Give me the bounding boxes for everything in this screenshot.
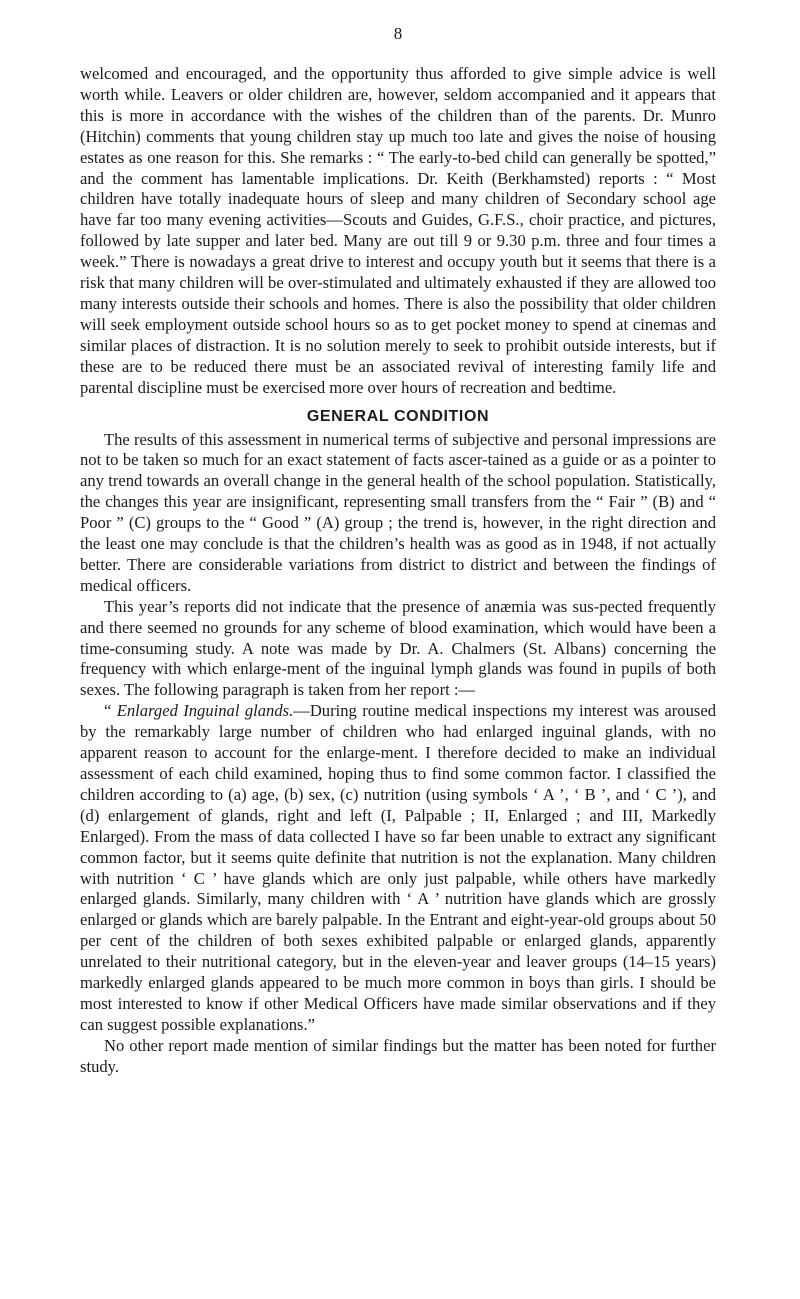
body-text (80, 64, 716, 1078)
quote-open-mark: “ (104, 701, 117, 721)
page-number: 8 (393, 24, 403, 43)
paragraph-closing: No other report made mention of similar findings but the matter has been noted for further study. (80, 1035, 716, 1076)
section-heading-general-condition: GENERAL CONDITION (306, 407, 490, 425)
quote-text: —During routine medical inspections my interest was aroused by the remarkably large number of children who had enlarged inguinal glands, with no apparent reason to account for the enlarge-ment. I therefore decided to make an individual assessment of each child examined, hoping thus to find some common factor. I classified the children according to (a) age, (b) sex, (c) nutrition (using symbols ‘ A ’, ‘ B ’, and ‘ C ’), and (d) enlargement of glands, right and left (I, Palpable ; II, Enlarged ; and III, Markedly Enlarged). From the mass of data collected I have so far been unable to extract any significant common factor, but it seems quite definite that nutrition is not the explanation. Many children with nutrition ‘ C ’ have glands which are only just palpable, while others have markedly enlarged glands. Similarly, many children with ‘ A ’ nutrition have glands which are grossly enlarged or glands which are barely palpable. In the Entrant and eight-year-old groups about 50 per cent of the children of both sexes exhibited palpable or enlarged glands, apparently unrelated to their nutritional category, but in the eleven-year and leaver groups (14–15 years) markedly enlarged glands appeared to be much more common in boys than girls. I should be most interested to know if other Medical Officers have made similar observations and if they can suggest possible explanations.” (80, 701, 716, 1034)
paragraph-anaemia-and-glands: This year’s reports did not indicate that the presence of anæmia was sus-pected frequently and there seemed no grounds for any scheme of blood examination, which would have been a time-consuming study. A note was made by Dr. A. Chalmers (St. Albans) concerning the frequency with which enlarge-ment of the inguinal lymph glands was found in pupils of both sexes. The following paragraph is taken from her report :— (80, 596, 716, 700)
paragraph-assessment-results: The results of this assessment in numerical terms of subjective and personal impressions are not to be taken so much for an exact statement of facts ascer-tained as a guide or as a pointer to any trend towards an overall change in the general health of the school population. Statistically, the changes this year are insignificant, representing small transfers from the “ Fair ” (B) and “ Poor ” (C) groups to the “ Good ” (A) group ; the trend is, however, in the right direction and the least one may conclude is that the children’s health was as good as in 1948, if not actually better. There are considerable variations from district to district and between the findings of medical officers. (80, 429, 716, 595)
paragraph-sleep-and-activities: welcomed and encouraged, and the opportunity thus afforded to give simple advice is well worth while. Leavers or older children are, however, seldom accompanied and it appears that this is more in accordance with the wishes of the children than of the parents. Dr. Munro (Hitchin) comments that young children stay up much too late and gives the noise of housing estates as one reason for this. She remarks : “ The early-to-bed child can generally be spotted,” and the comment has lamentable implications. Dr. Keith (Berkhamsted) reports : “ Most children have totally inadequate hours of sleep and many children of Secondary school age have far too many evening activities—Scouts and Guides, G.F.S., choir practice, and pictures, followed by late supper and later bed. Many are out till 9 or 9.30 p.m. three and four times a week.” There is nowadays a great drive to interest and occupy youth but it seems that there is a risk that many children will be over-stimulated and ultimately exhausted if they are allowed too many interests outside their schools and homes. There is also the possibility that older children will seek employment outside school hours so as to get pocket money to spend at cinemas and similar places of distraction. It is no solution merely to seek to prohibit outside interests, but if these are to be reduced there must be an associated revival of interesting family life and parental discipline must be exercised more over hours of recreation and bedtime. (80, 64, 716, 397)
quoted-report-paragraph (80, 701, 716, 1036)
quote-title: Enlarged Inguinal glands. (116, 701, 294, 721)
